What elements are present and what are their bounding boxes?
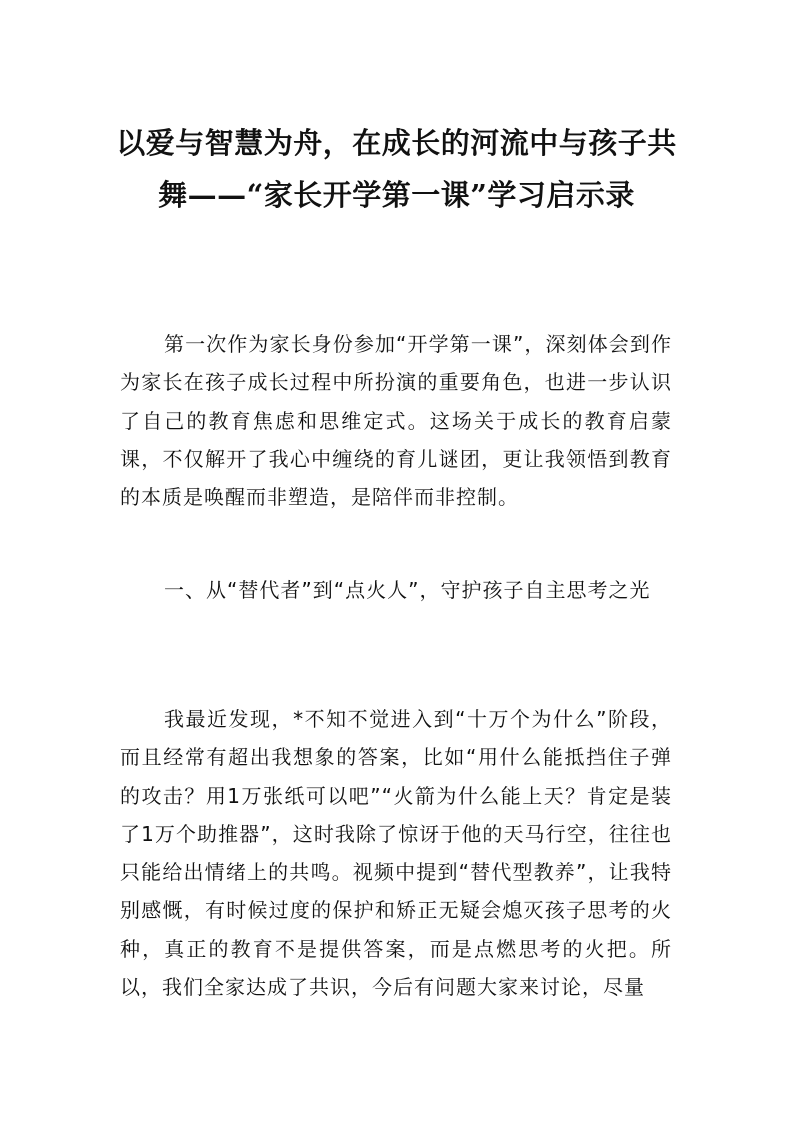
paragraph-text: 我最近发现，*不知不觉进入到“十万个为什么”阶段，而且经常有超出我想象的答案，比如“用什么能抵挡住子弹的攻击？用1万张纸可以吧”“火箭为什么能上天？肯定是装了1万个助推器”，这时我除了惊讶于他的天马行空，往往也只能给出情绪上的共鸣。视频中提到“替代型教养”，让我特别感慨，有时候过度的保护和矫正无疑会熄灭孩子思考的火种，真正的教育不是提供答案，而是点燃思考的火把。所以，我们全家达成了共识，今后有问题大家来讨论，尽量 (120, 707, 672, 1000)
section-heading-text: 一、从“替代者”到“点火人”，守护孩子自主思考之光 (164, 578, 651, 602)
title-line-1: 以爱与智慧为舟，在成长的河流中与孩子共 (116, 126, 677, 160)
document-title (110, 117, 683, 221)
section-heading-1 (120, 571, 672, 609)
title-line-2: 舞——“家长开学第一课”学习启示录 (158, 178, 635, 212)
paragraph-text: 第一次作为家长身份参加“开学第一课”，深刻体会到作为家长在孩子成长过程中所扮演的重要角色，也进一步认识了自己的教育焦虑和思维定式。这场关于成长的教育启蒙课，不仅解开了我心中缠绕的育儿谜团，更让我领悟到教育的本质是唤醒而非塑造，是陪伴而非控制。 (120, 332, 672, 510)
paragraph-intro (120, 325, 672, 516)
paragraph-body (120, 700, 672, 1006)
